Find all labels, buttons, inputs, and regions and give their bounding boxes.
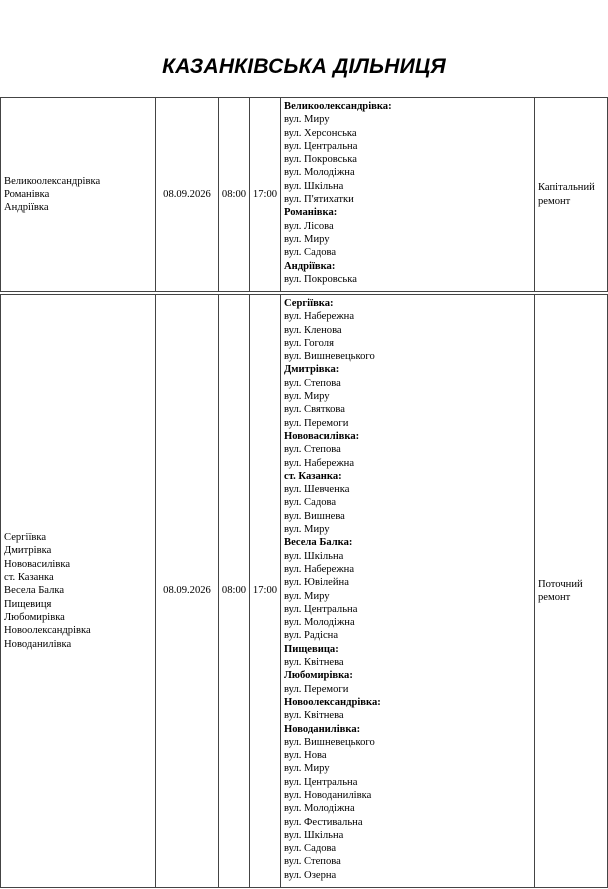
street-name: вул. Центральна	[284, 140, 358, 152]
village-name: Новоолександрівка	[4, 625, 91, 637]
table-row	[1, 98, 608, 292]
locality-heading: Андріївка:	[284, 260, 336, 272]
street-name: вул. Молодіжна	[284, 617, 355, 629]
street-name: вул. Кленова	[284, 324, 342, 336]
street-name: вул. Вишневецького	[284, 736, 375, 748]
street-name: вул. Миру	[284, 763, 330, 775]
village-name: Нововасилівка	[4, 558, 71, 570]
street-name: вул. Радісна	[284, 630, 339, 642]
village-name: Сергіївка	[4, 532, 47, 544]
village-name: Андріївка	[4, 202, 49, 214]
village-name: Новоданилівка	[4, 638, 72, 650]
repair-type: Капітальний	[538, 182, 595, 194]
street-name: вул. Степова	[284, 377, 341, 389]
table-row	[1, 295, 608, 888]
repair-type-cell	[535, 295, 608, 888]
street-name: вул. Шевченка	[284, 484, 350, 496]
street-name: вул. Херсонська	[284, 127, 357, 139]
villages-cell	[1, 295, 156, 888]
street-name: вул. П'ятихатки	[284, 194, 354, 206]
street-name: вул. Набережна	[284, 457, 355, 469]
locality-heading: Весела Балка:	[284, 537, 353, 549]
locality-heading: Романівка:	[284, 207, 338, 219]
locality-heading: Любомирівка:	[284, 670, 353, 682]
street-name: вул. Вишнева	[284, 510, 345, 522]
street-name: вул. Шкільна	[284, 550, 344, 562]
street-name: вул. Перемоги	[284, 683, 349, 695]
street-name: вул. Миру	[284, 114, 330, 126]
repair-type: ремонт	[538, 195, 571, 207]
street-name: вул. Святкова	[284, 404, 345, 416]
street-name: вул. Шкільна	[284, 829, 344, 841]
street-name: вул. Покровська	[284, 273, 357, 285]
date-cell: 08.09.2026	[156, 295, 219, 888]
page-title: КАЗАНКІВСЬКА ДІЛЬНИЦЯ	[162, 55, 446, 78]
street-name: вул. Набережна	[284, 311, 355, 323]
street-name: вул. Молодіжна	[284, 167, 355, 179]
locality-heading: Великоолександрівка:	[284, 101, 392, 112]
villages-cell	[1, 98, 156, 292]
village-name: Пищевиця	[4, 598, 52, 610]
start-time-cell: 08:00	[219, 98, 250, 292]
street-name: вул. Садова	[284, 247, 337, 259]
locality-heading: Пищевица:	[284, 643, 339, 655]
village-name: Весела Балка	[4, 585, 65, 597]
street-name: вул. Озерна	[284, 869, 337, 881]
street-name: вул. Перемоги	[284, 417, 349, 429]
outage-table-1	[0, 97, 608, 292]
street-name: вул. Молодіжна	[284, 803, 355, 815]
street-name: вул. Фестивальна	[284, 816, 363, 828]
locality-heading: Новоолександрівка:	[284, 696, 381, 708]
streets-cell	[281, 98, 535, 292]
repair-type-cell	[535, 98, 608, 292]
street-name: вул. Миру	[284, 590, 330, 602]
end-time-cell: 17:00	[250, 98, 281, 292]
street-name: вул. Нова	[284, 750, 327, 762]
street-name: вул. Центральна	[284, 603, 358, 615]
repair-type: ремонт	[538, 592, 571, 603]
street-name: вул. Лісова	[284, 220, 334, 232]
street-name: вул. Вишневецького	[284, 351, 375, 363]
locality-heading: Новоданилівка:	[284, 723, 361, 735]
street-name: вул. Степова	[284, 444, 341, 456]
streets-cell	[281, 295, 535, 888]
street-name: вул. Миру	[284, 233, 330, 245]
street-name: вул. Садова	[284, 843, 337, 855]
street-name: вул. Новоданилівка	[284, 789, 372, 801]
street-name: вул. Центральна	[284, 776, 358, 788]
locality-heading: ст. Казанка:	[284, 470, 342, 482]
street-name: вул. Ювілейна	[284, 577, 349, 589]
date-cell: 08.09.2026	[156, 98, 219, 292]
start-time-cell: 08:00	[219, 295, 250, 888]
village-name: Дмитрівка	[4, 545, 52, 557]
street-name: вул. Садова	[284, 497, 337, 509]
street-name: вул. Гоголя	[284, 337, 334, 349]
village-name: ст. Казанка	[4, 572, 54, 584]
village-name: Романівка	[4, 188, 50, 200]
locality-heading: Дмитрівка:	[284, 364, 340, 376]
locality-heading: Нововасилівка:	[284, 430, 360, 442]
street-name: вул. Квітнева	[284, 710, 344, 722]
repair-type: Поточний	[538, 578, 583, 590]
street-name: вул. Квітнева	[284, 657, 344, 669]
street-name: вул. Миру	[284, 524, 330, 536]
street-name: вул. Миру	[284, 391, 330, 403]
village-name: Великоолександрівка	[4, 175, 101, 187]
street-name: вул. Степова	[284, 856, 341, 868]
locality-heading: Сергіївка:	[284, 298, 334, 309]
village-name: Любомирівка	[4, 611, 65, 623]
outage-table-2	[0, 294, 608, 888]
street-name: вул. Покровська	[284, 154, 357, 166]
street-name: вул. Набережна	[284, 563, 355, 575]
end-time-cell: 17:00	[250, 295, 281, 888]
street-name: вул. Шкільна	[284, 180, 344, 192]
